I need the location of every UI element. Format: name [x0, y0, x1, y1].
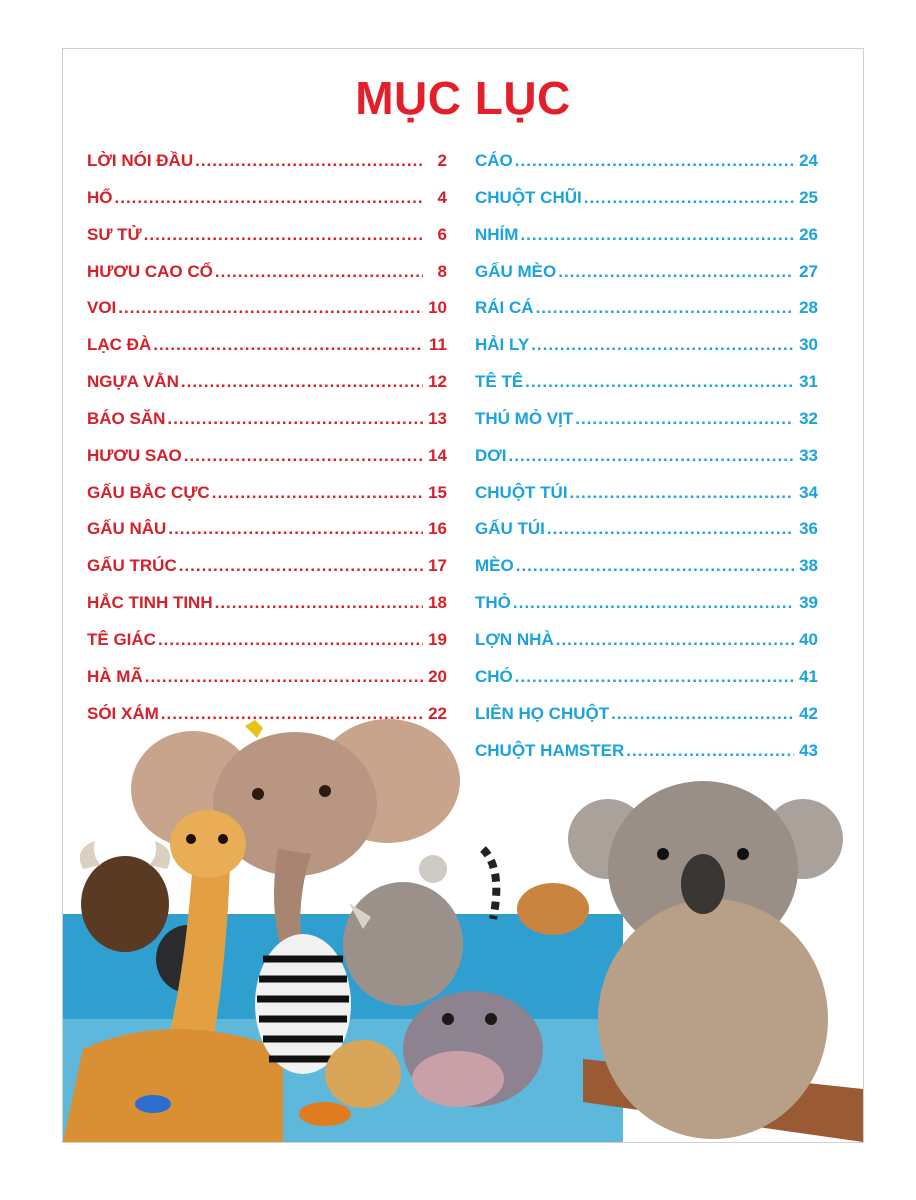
dot-leader: [168, 513, 423, 544]
toc-entry-page: 17: [428, 556, 447, 576]
toc-entry[interactable]: [475, 587, 818, 618]
toc-entry[interactable]: [475, 219, 818, 250]
toc-entry-label: NGỰA VẰN: [87, 372, 179, 392]
toc-entry-page: 11: [429, 335, 447, 355]
dot-leader: [531, 329, 794, 360]
toc-entry-label: BÁO SĂN: [87, 408, 166, 428]
hippo-illustration: [403, 991, 543, 1107]
dot-leader: [525, 366, 794, 397]
dot-leader: [115, 182, 424, 213]
toc-entry-label: TÊ TÊ: [475, 372, 524, 392]
toc-entry-label: HƯƠU SAO: [87, 445, 182, 465]
toc-entry-page: 2: [437, 151, 447, 170]
dot-leader: [144, 219, 423, 250]
dot-leader: [536, 292, 794, 323]
toc-entry[interactable]: [87, 661, 447, 692]
toc-entry-page: 10: [428, 298, 447, 318]
toc-entry[interactable]: [475, 661, 818, 692]
toc-entry[interactable]: [475, 329, 818, 360]
toc-entry-page: 43: [799, 740, 818, 760]
toc-entry-label: GẤU NÂU: [87, 519, 167, 539]
dot-leader: [509, 440, 794, 471]
toc-entry-page: 30: [799, 335, 818, 355]
toc-entry-page: 41: [799, 666, 818, 686]
toc-entry-label: LỜI NÓI ĐẦU: [87, 151, 194, 170]
toc-entry[interactable]: [87, 256, 447, 287]
toc-entry-label: CHUỘT TÚI: [475, 482, 568, 502]
toc-entry[interactable]: [475, 182, 818, 213]
toc-entry-page: 20: [428, 666, 447, 686]
dot-leader: [212, 477, 423, 508]
dot-leader: [158, 624, 423, 655]
toc-entry-page: 15: [428, 482, 447, 502]
toc-entry-page: 16: [428, 519, 447, 539]
toc-entry[interactable]: [475, 513, 818, 544]
toc-entry-page: 40: [799, 629, 818, 649]
animal-group-illustration: [63, 719, 863, 1142]
toc-left-column: [87, 145, 447, 735]
toc-entry[interactable]: [475, 292, 818, 323]
toc-entry-page: 39: [799, 593, 818, 613]
toc-entry-label: CHUỘT CHŨI: [475, 187, 582, 207]
dot-leader: [515, 145, 794, 176]
dot-leader: [575, 403, 794, 434]
dot-leader: [184, 440, 423, 471]
toc-entry[interactable]: [87, 219, 447, 250]
toc-entry-label: HƯƠU CAO CỔ: [87, 261, 213, 281]
dot-leader: [179, 550, 423, 581]
toc-entry-page: 4: [437, 187, 447, 207]
buffalo-illustration: [80, 841, 170, 952]
dot-leader: [516, 550, 794, 581]
toc-entry[interactable]: [87, 587, 447, 618]
toc-entry-page: 36: [799, 519, 818, 539]
toc-entry-label: RÁI CÁ: [475, 298, 534, 318]
toc-entry-label: GẤU MÈO: [475, 261, 557, 281]
toc-entry-label: HÀ MÃ: [87, 666, 143, 686]
dot-leader: [513, 587, 794, 618]
toc-entry[interactable]: [475, 550, 818, 581]
toc-entry-label: HẢI LY: [475, 335, 530, 355]
toc-entry-label: VOI: [87, 298, 117, 318]
toc-entry[interactable]: [475, 256, 818, 287]
toc-entry-label: SƯ TỬ: [87, 224, 142, 244]
dot-leader: [520, 219, 794, 250]
dot-leader: [556, 624, 794, 655]
toc-entry-page: 19: [428, 629, 447, 649]
toc-entry[interactable]: [87, 477, 447, 508]
toc-entry-label: TÊ GIÁC: [87, 629, 156, 649]
page-title: MỤC LỤC: [355, 72, 571, 124]
dot-leader: [181, 366, 423, 397]
toc-entry-page: 32: [799, 408, 818, 428]
toc-entry-page: 31: [799, 372, 818, 392]
toc-entry-page: 22: [428, 703, 447, 723]
toc-entry-label: DƠI: [475, 445, 507, 465]
toc-entry-label: HẮC TINH TINH: [87, 593, 213, 613]
dot-leader: [584, 182, 794, 213]
toc-entry[interactable]: [87, 182, 447, 213]
dot-leader: [195, 145, 423, 176]
toc-entry[interactable]: [87, 513, 447, 544]
dot-leader: [145, 661, 423, 692]
dot-leader: [515, 661, 794, 692]
toc-entry-page: 14: [428, 445, 447, 465]
toc-entry[interactable]: [87, 624, 447, 655]
toc-entry[interactable]: [87, 403, 447, 434]
toc-entry-label: LẠC ĐÀ: [87, 335, 152, 355]
duck-illustration: [299, 1102, 351, 1126]
toc-entry-page: 34: [799, 482, 818, 502]
toc-entry[interactable]: [87, 440, 447, 471]
toc-entry-page: 33: [799, 445, 818, 465]
toc-entry[interactable]: [475, 477, 818, 508]
toc-entry-page: 6: [437, 224, 447, 244]
toc-entry-label: GẤU TÚI: [475, 519, 545, 539]
lion-cub-illustration: [325, 1040, 401, 1108]
toc-entry[interactable]: [87, 550, 447, 581]
toc-entry-label: LIÊN HỌ CHUỘT: [475, 703, 610, 723]
toc-entry-label: THỎ: [475, 593, 511, 613]
toc-entry-page: 26: [799, 224, 818, 244]
dot-leader: [215, 256, 423, 287]
toc-entry-page: 28: [799, 298, 818, 318]
dot-leader: [558, 256, 794, 287]
toc-right-column: [475, 145, 818, 771]
toc-entry-page: 38: [799, 556, 818, 576]
toc-entry-label: HỔ: [87, 187, 113, 207]
toc-entry[interactable]: [87, 366, 447, 397]
toc-entry[interactable]: [87, 329, 447, 360]
toc-entry-page: 42: [799, 703, 818, 723]
toc-entry[interactable]: [475, 366, 818, 397]
book-page: [62, 48, 864, 1143]
toc-entry-page: 24: [799, 151, 818, 170]
toc-entry[interactable]: [87, 292, 447, 323]
bird-illustration: [135, 1095, 171, 1113]
toc-entry-label: GẤU BẮC CỰC: [87, 482, 210, 502]
toc-entry-page: 25: [799, 187, 818, 207]
dot-leader: [118, 292, 423, 323]
toc-entry[interactable]: [475, 440, 818, 471]
toc-entry-page: 27: [799, 261, 818, 281]
dot-leader: [547, 513, 794, 544]
toc-entry[interactable]: [87, 145, 447, 176]
dot-leader: [153, 329, 423, 360]
toc-entry-page: 18: [428, 593, 447, 613]
dot-leader: [570, 477, 794, 508]
toc-entry-page: 12: [428, 372, 447, 392]
dot-leader: [215, 587, 423, 618]
toc-entry-page: 13: [428, 408, 447, 428]
toc-entry-page: 8: [437, 261, 447, 281]
toc-entry[interactable]: [475, 403, 818, 434]
toc-entry-label: SÓI XÁM: [87, 703, 159, 723]
toc-entry-label: CÁO: [475, 151, 513, 170]
toc-entry-label: THÚ MỎ VỊT: [475, 408, 574, 428]
toc-entry-label: NHÍM: [475, 224, 519, 244]
toc-entry-label: GẤU TRÚC: [87, 556, 177, 576]
rhino-illustration: [343, 882, 463, 1006]
dot-leader: [167, 403, 423, 434]
toc-entry-label: MÈO: [475, 556, 514, 576]
toc-entry-label: LỢN NHÀ: [475, 629, 554, 649]
toc-entry[interactable]: [475, 145, 818, 176]
toc-entry-label: CHÓ: [475, 666, 513, 686]
toc-entry-label: CHUỘT HAMSTER: [475, 740, 625, 760]
toc-entry[interactable]: [475, 624, 818, 655]
gazelle-illustration: [517, 883, 589, 935]
